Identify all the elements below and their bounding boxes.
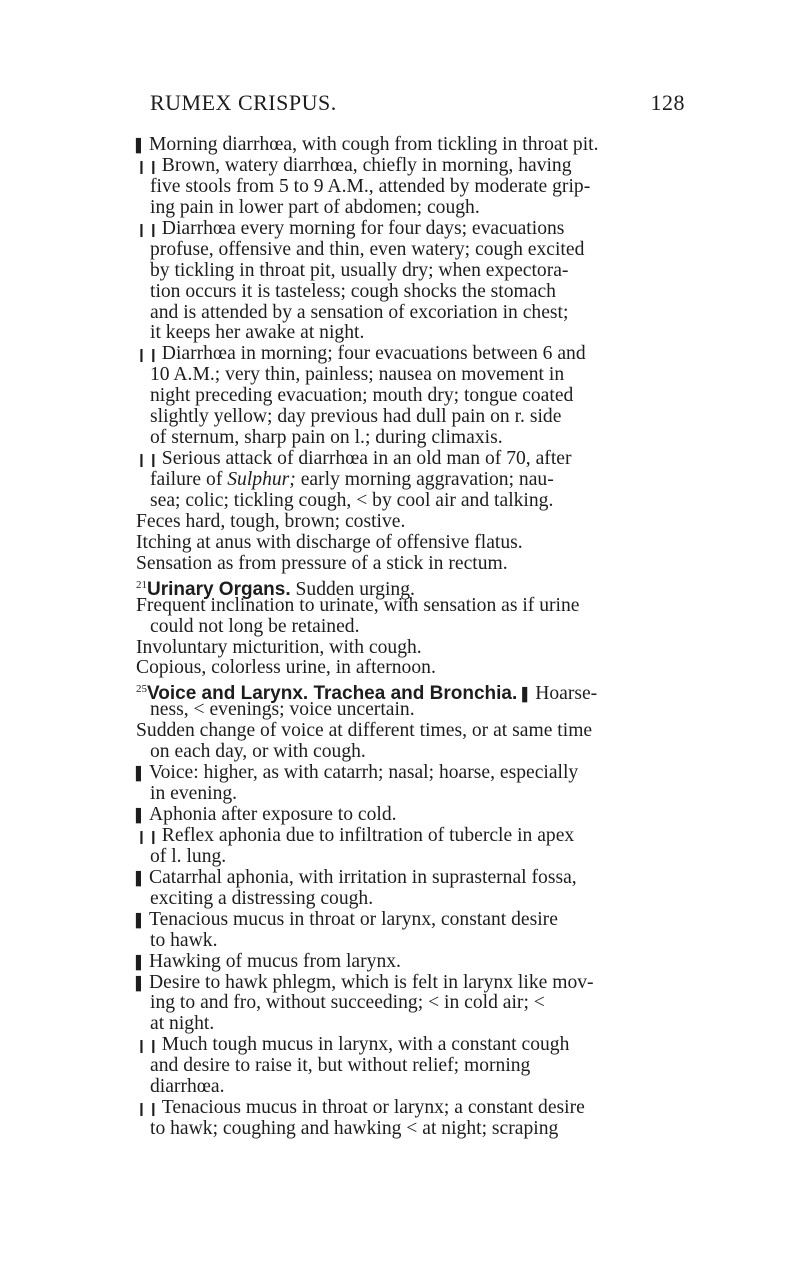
line-text: Serious attack of diarrhœa in an old man of 70, after xyxy=(161,448,572,470)
text-line xyxy=(136,177,726,198)
page-number: 128 xyxy=(650,90,685,115)
line-text: ing to and fro, without succeeding; < in cold air; < xyxy=(150,992,545,1014)
line-text: Morning diarrhœa, with cough from tickling in throat pit. xyxy=(149,134,599,155)
text-line xyxy=(136,365,726,386)
text-line xyxy=(136,826,726,847)
text-line xyxy=(136,721,726,742)
text-line xyxy=(136,344,726,365)
line-text: Brown, watery diarrhœa, chiefly in morning, having xyxy=(161,154,572,176)
text-line xyxy=(136,219,726,240)
text-line xyxy=(136,596,726,617)
line-text: Diarrhœa every morning for four days; evacuations xyxy=(161,217,565,239)
text-line xyxy=(136,889,726,910)
line-text: it keeps her awake at night. xyxy=(150,322,365,344)
text-line xyxy=(136,261,726,282)
text-line xyxy=(136,386,726,407)
line-text: Copious, colorless urine, in afternoon. xyxy=(136,657,436,679)
text-line xyxy=(136,1056,726,1077)
text-line xyxy=(136,512,726,533)
text-line xyxy=(136,638,726,659)
emphasis-marker: ▌ xyxy=(136,976,147,992)
emphasis-marker: ❙❙ xyxy=(136,1102,160,1118)
line-text: diarrhœa. xyxy=(150,1076,225,1098)
emphasis-marker: ▌ xyxy=(136,913,147,929)
line-text: tion occurs it is tasteless; cough shocks the stomach xyxy=(150,280,556,302)
text-line xyxy=(136,303,726,324)
italic-text: Sulphur; xyxy=(227,469,296,490)
line-text: sea; colic; tickling cough, < by cool air and talking. xyxy=(150,489,554,511)
text-line xyxy=(136,763,726,784)
emphasis-marker: ▌ xyxy=(136,767,147,783)
line-text: of sternum, sharp pain on l.; during climaxis. xyxy=(150,427,503,449)
text-line xyxy=(136,428,726,449)
line-text: failure of xyxy=(150,469,228,490)
line-text: Feces hard, tough, brown; costive. xyxy=(136,510,406,532)
emphasis-marker: ❙❙ xyxy=(136,222,160,238)
line-text: slightly yellow; day previous had dull pain on r. side xyxy=(150,406,562,428)
text-line xyxy=(136,1077,726,1098)
line-text: Desire to hawk phlegm, which is felt in larynx like mov- xyxy=(149,971,594,993)
emphasis-marker: ▌ xyxy=(136,871,147,887)
text-line xyxy=(136,554,726,575)
text-line xyxy=(136,952,726,973)
line-text: five stools from 5 to 9 A.M., attended by moderate grip- xyxy=(150,175,591,197)
line-text: and desire to raise it, but without relief; morning xyxy=(150,1055,531,1077)
text-line xyxy=(136,993,726,1014)
text-line xyxy=(136,784,726,805)
emphasis-marker: ❙❙ xyxy=(136,1039,160,1055)
text-line xyxy=(136,931,726,952)
text-line xyxy=(136,805,726,826)
text-line xyxy=(136,973,726,994)
text-line xyxy=(136,868,726,889)
line-text: Hoarse- xyxy=(535,683,598,705)
line-text: Much tough mucus in larynx, with a constant cough xyxy=(161,1034,570,1056)
line-text: Reflex aphonia due to infiltration of tubercle in apex xyxy=(161,824,575,846)
line-text: Sudden urging. xyxy=(295,578,415,600)
line-text: 10 A.M.; very thin, painless; nausea on movement in xyxy=(150,364,565,386)
text-line xyxy=(136,323,726,344)
line-text: exciting a distressing cough. xyxy=(150,887,374,909)
line-text: Tenacious mucus in throat or larynx; a constant desire xyxy=(161,1097,585,1119)
line-text: could not long be retained. xyxy=(150,615,360,637)
line-text: Frequent inclination to urinate, with sensation as if urine xyxy=(136,594,580,616)
text-line xyxy=(136,1014,726,1035)
text-line xyxy=(136,135,726,156)
line-text: Aphonia after exposure to cold. xyxy=(149,804,397,825)
text-line xyxy=(136,470,726,491)
text-line xyxy=(136,575,726,600)
emphasis-marker: ❙❙ xyxy=(136,453,160,469)
emphasis-marker: ❙❙ xyxy=(136,159,160,175)
section-number: 21 xyxy=(136,578,147,591)
section-number: 25 xyxy=(136,683,147,696)
text-line xyxy=(136,156,726,177)
line-text: at night. xyxy=(150,1013,215,1035)
line-text: to hawk; coughing and hawking < at night; scraping xyxy=(150,1118,559,1140)
line-text: of l. lung. xyxy=(150,845,227,867)
running-title: RUMEX CRISPUS. xyxy=(150,90,337,115)
line-text: Sensation as from pressure of a stick in rectum. xyxy=(136,552,508,574)
text-line xyxy=(136,1119,726,1140)
emphasis-marker: ▌ xyxy=(136,809,147,824)
text-line xyxy=(136,1098,726,1119)
emphasis-marker: ▌ xyxy=(136,139,147,154)
line-text: night preceding evacuation; mouth dry; tongue coated xyxy=(150,385,574,407)
line-text: on each day, or with cough. xyxy=(150,741,366,763)
line-text: Voice: higher, as with catarrh; nasal; hoarse, especially xyxy=(149,762,579,784)
text-line xyxy=(136,1035,726,1056)
line-text: profuse, offensive and thin, even watery; cough excited xyxy=(150,238,585,260)
emphasis-marker: ▌ xyxy=(136,955,147,971)
line-text: to hawk. xyxy=(150,929,218,951)
running-header xyxy=(150,90,685,120)
emphasis-marker: ❙❙ xyxy=(136,348,160,364)
line-text: and is attended by a sensation of excoriation in chest; xyxy=(150,301,569,323)
text-body xyxy=(136,135,726,1140)
line-text: in evening. xyxy=(150,783,238,805)
line-text: Diarrhœa in morning; four evacuations between 6 and xyxy=(161,343,586,365)
text-line xyxy=(136,491,726,512)
line-text: Hawking of mucus from larynx. xyxy=(149,950,401,972)
line-text: Involuntary micturition, with cough. xyxy=(136,636,422,658)
text-line xyxy=(136,658,726,679)
text-line xyxy=(136,449,726,470)
line-text: ness, < evenings; voice uncertain. xyxy=(150,699,415,721)
line-text: early morning aggravation; nau- xyxy=(295,469,554,490)
text-line xyxy=(136,617,726,638)
section-heading: Voice and Larynx. Trachea and Bronchia. xyxy=(147,683,518,705)
line-text: Itching at anus with discharge of offensive flatus. xyxy=(136,531,523,553)
text-line xyxy=(136,910,726,931)
line-text: Sudden change of voice at different times, or at same time xyxy=(136,720,593,742)
emphasis-marker: ▌ xyxy=(522,688,534,704)
text-line xyxy=(136,679,726,705)
line-text: ing pain in lower part of abdomen; cough. xyxy=(150,196,480,218)
text-line xyxy=(136,533,726,554)
text-line xyxy=(136,282,726,303)
line-text: by tickling in throat pit, usually dry; when expectora- xyxy=(150,259,569,281)
section-heading: Urinary Organs. xyxy=(147,578,291,600)
line-text: Catarrhal aphonia, with irritation in suprasternal fossa, xyxy=(149,866,577,888)
text-line xyxy=(136,742,726,763)
text-line xyxy=(136,847,726,868)
emphasis-marker: ❙❙ xyxy=(136,829,160,845)
line-text: Tenacious mucus in throat or larynx, constant desire xyxy=(149,908,558,930)
text-line xyxy=(136,407,726,428)
text-line xyxy=(136,240,726,261)
text-line xyxy=(136,198,726,219)
